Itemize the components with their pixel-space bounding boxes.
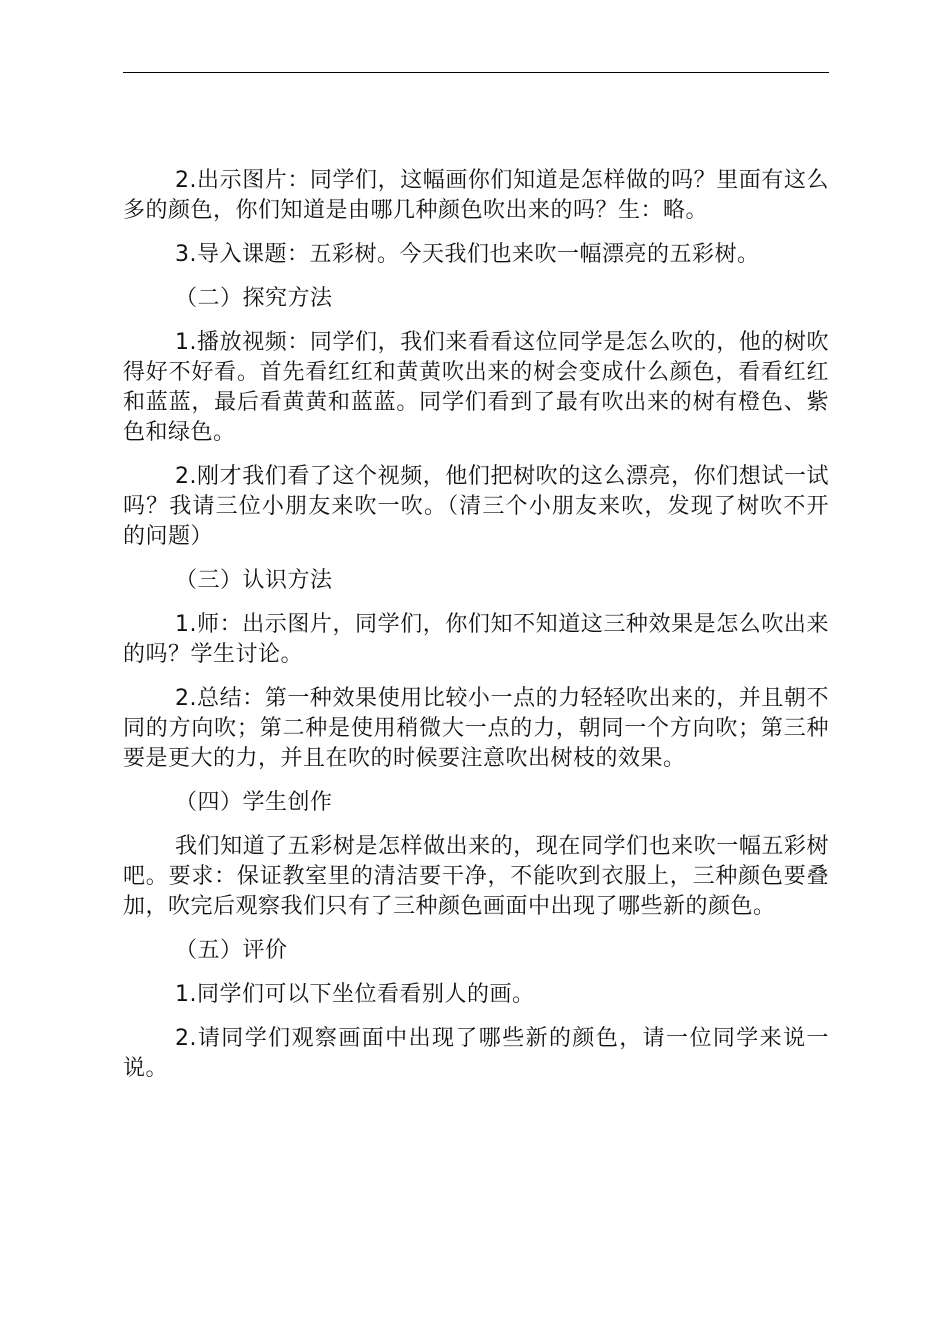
paragraph: 1.播放视频：同学们，我们来看看这位同学是怎么吹的，他的树吹得好不好看。首先看红红和黄黄吹出来的树会变成什么颜色，看看红红和蓝蓝，最后看黄黄和蓝蓝。同学们看到了最有吹出来的树有橙色、紫色和绿色。 bbox=[123, 330, 829, 445]
section-heading: （四）学生创作 bbox=[175, 790, 333, 815]
section-heading: （五）评价 bbox=[175, 938, 288, 963]
section-heading: （三）认识方法 bbox=[175, 568, 333, 593]
paragraph: 2.请同学们观察画面中出现了哪些新的颜色，请一位同学来说一说。 bbox=[123, 1026, 829, 1081]
paragraph: 我们知道了五彩树是怎样做出来的，现在同学们也来吹一幅五彩树吧。要求：保证教室里的清洁要干净，不能吹到衣服上，三种颜色要叠加，吹完后观察我们只有了三种颜色画面中出现了哪些新的颜色。 bbox=[123, 834, 829, 919]
paragraph: 1.师：出示图片，同学们，你们知不知道这三种效果是怎么吹出来的吗？学生讨论。 bbox=[123, 612, 829, 667]
paragraph: 2.总结：第一种效果使用比较小一点的力轻轻吹出来的，并且朝不同的方向吹；第二种是使用稍微大一点的力，朝同一个方向吹；第三种要是更大的力，并且在吹的时候要注意吹出树枝的效果。 bbox=[123, 686, 829, 771]
section-heading: （二）探究方法 bbox=[175, 286, 333, 311]
paragraph: 1.同学们可以下坐位看看别人的画。 bbox=[175, 982, 535, 1007]
document-body bbox=[123, 166, 829, 1098]
header-rule bbox=[123, 72, 829, 73]
paragraph: 2.出示图片：同学们，这幅画你们知道是怎样做的吗？里面有这么多的颜色，你们知道是由哪几种颜色吹出来的吗？生：略。 bbox=[123, 168, 829, 223]
paragraph: 2.刚才我们看了这个视频，他们把树吹的这么漂亮，你们想试一试吗？我请三位小朋友来吹一吹。（清三个小朋友来吹，发现了树吹不开的问题） bbox=[123, 464, 829, 549]
paragraph: 3.导入课题：五彩树。今天我们也来吹一幅漂亮的五彩树。 bbox=[175, 242, 760, 267]
